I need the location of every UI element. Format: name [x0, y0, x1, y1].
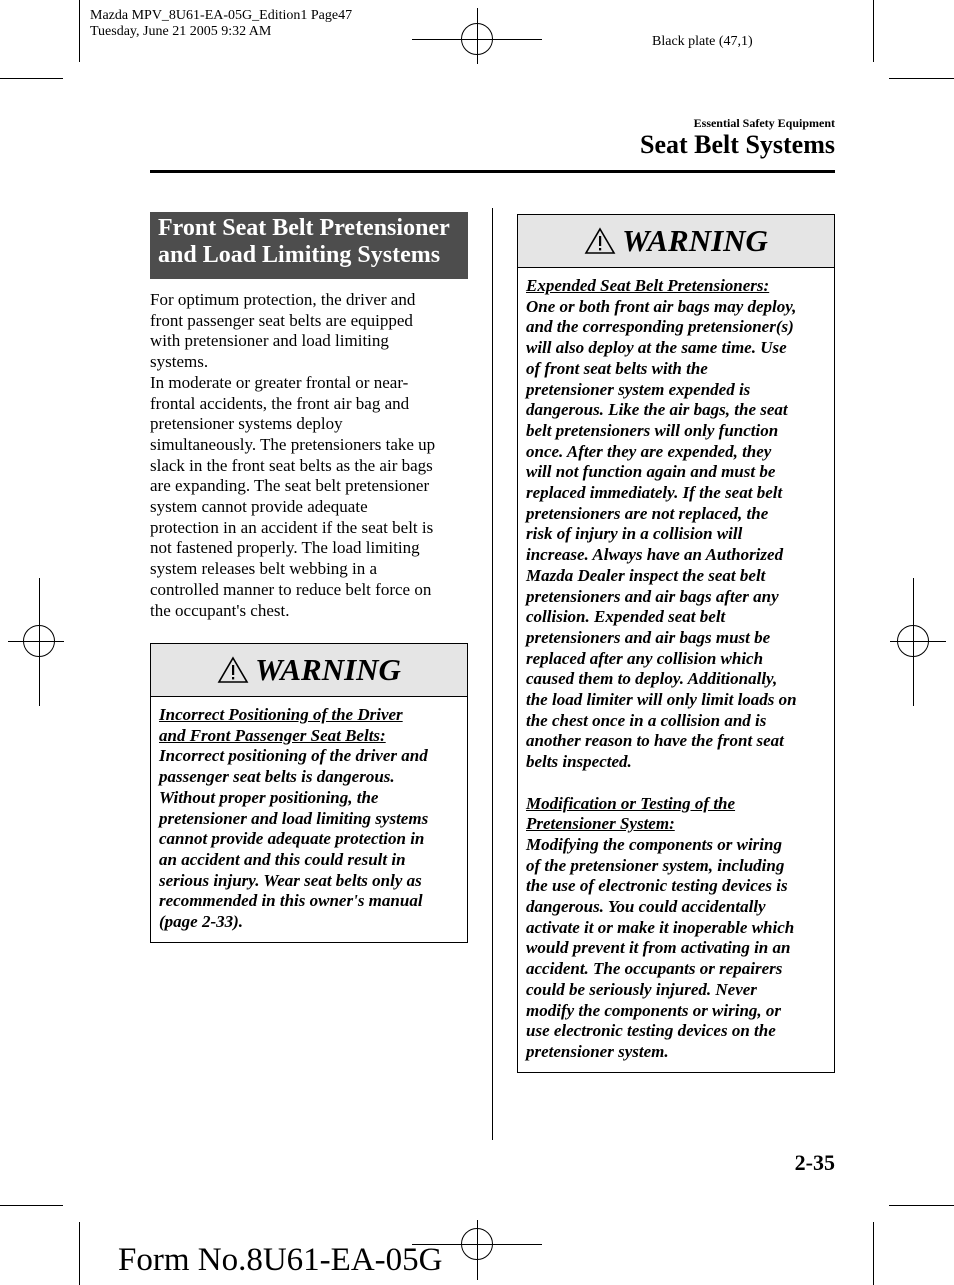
warning-line: risk of injury in a collision will: [526, 524, 743, 544]
slug-line-1: Mazda MPV_8U61-EA-05G_Edition1 Page47: [90, 8, 353, 23]
section-title: Seat Belt Systems: [640, 130, 835, 159]
section-label: Essential Safety Equipment: [693, 116, 835, 130]
warning-line: pretensioners and air bags must be: [526, 627, 771, 647]
warning-subheading: Modification or Testing of the: [526, 793, 736, 813]
warning-line: an accident and this could result in: [159, 849, 406, 869]
warning-line: of front seat belts with the: [526, 358, 708, 378]
warning-line: replaced after any collision which: [526, 648, 764, 668]
body-line: controlled manner to reduce belt force on: [150, 579, 432, 599]
warning-line: pretensioner system expended is: [526, 379, 751, 399]
warning-line: recommended in this owner's manual: [159, 891, 423, 911]
body-line: frontal accidents, the front air bag and: [150, 393, 410, 413]
warning-line: Mazda Dealer inspect the seat belt: [526, 565, 766, 585]
warning-title: WARNING: [622, 223, 768, 258]
warning-text: [159, 705, 428, 933]
warning-line: passenger seat belts is dangerous.: [159, 767, 395, 787]
warning-line: belt pretensioners will only function: [526, 420, 779, 440]
warning-line: activate it or make it inoperable which: [526, 917, 795, 937]
warning-line: caused them to deploy. Additionally,: [526, 669, 778, 689]
warning-subheading: Expended Seat Belt Pretensioners:: [526, 276, 770, 295]
body-line: systems.: [150, 352, 209, 372]
warning-line: will not function again and must be: [526, 462, 776, 482]
warning-subheading: Pretensioner System:: [526, 814, 675, 834]
warning-line: pretensioners are not replaced, the: [526, 503, 769, 523]
topic-heading: [150, 212, 468, 279]
warning-line: belts inspected.: [526, 752, 632, 772]
body-line: For optimum protection, the driver and: [150, 290, 416, 309]
warning-line: serious injury. Wear seat belts only as: [159, 870, 422, 890]
warning-triangle-icon: [584, 227, 616, 255]
column-divider: [492, 208, 493, 1140]
warning-line: One or both front air bags may deploy,: [526, 296, 797, 316]
warning-triangle-icon: [217, 656, 249, 684]
body-line: system cannot provide adequate: [150, 497, 368, 517]
print-slug: [90, 8, 352, 40]
warning-line: will also deploy at the same time. Use: [526, 338, 787, 358]
body-line: protection in an accident if the seat belt is: [150, 517, 434, 537]
body-line: are expanding. The seat belt pretensioner: [150, 476, 430, 496]
warning-text: [526, 276, 797, 1063]
slug-line-2: Tuesday, June 21 2005 9:32 AM: [90, 24, 272, 39]
warning-line: Incorrect positioning of the driver and: [159, 746, 428, 766]
warning-line: (page 2-33).: [159, 912, 244, 932]
plate-label: Black plate (47,1): [652, 34, 753, 49]
warning-line: cannot provide adequate protection in: [159, 829, 425, 849]
body-line: simultaneously. The pretensioners take up: [150, 434, 436, 454]
warning-line: would prevent it from activating in an: [526, 938, 791, 958]
warning-line: the use of electronic testing devices is: [526, 876, 788, 896]
body-line: system releases belt webbing in a: [150, 559, 378, 579]
body-line: In moderate or greater frontal or near-: [150, 372, 409, 392]
topic-heading-line-2: and Load Limiting Systems: [158, 242, 441, 268]
warning-box-left: [150, 643, 468, 943]
warning-title: WARNING: [255, 652, 401, 687]
warning-line: pretensioners and air bags after any: [526, 586, 779, 606]
form-number: Form No.8U61-EA-05G: [118, 1242, 443, 1278]
warning-line: modify the components or wiring, or: [526, 1000, 782, 1020]
body-line: the occupant's chest.: [150, 600, 290, 620]
paragraph-gap: [526, 773, 797, 794]
warning-line: another reason to have the front seat: [526, 731, 784, 751]
warning-line: collision. Expended seat belt: [526, 607, 726, 627]
warning-line: the load limiter will only limit loads on: [526, 690, 797, 710]
warning-subheading: Incorrect Positioning of the Driver: [159, 705, 403, 724]
body-line: pretensioner systems deploy: [150, 414, 343, 434]
warning-line: replaced immediately. If the seat belt: [526, 483, 783, 503]
warning-line: pretensioner and load limiting systems: [159, 808, 429, 828]
warning-line: increase. Always have an Authorized: [526, 545, 784, 565]
page-number: 2-35: [794, 1150, 835, 1175]
body-paragraphs: [150, 290, 468, 621]
header-rule: [150, 170, 835, 173]
warning-line: could be seriously injured. Never: [526, 979, 757, 999]
warning-line: accident. The occupants or repairers: [526, 959, 783, 979]
warning-line: dangerous. Like the air bags, the seat: [526, 400, 788, 420]
warning-line: use electronic testing devices on the: [526, 1021, 776, 1041]
warning-line: dangerous. You could accidentally: [526, 897, 766, 917]
warning-line: of the pretensioner system, including: [526, 855, 785, 875]
warning-header: [518, 215, 834, 268]
warning-line: once. After they are expended, they: [526, 441, 772, 461]
topic-heading-line-1: Front Seat Belt Pretensioner: [158, 215, 450, 241]
warning-line: pretensioner system.: [526, 1042, 669, 1061]
body-line: with pretensioner and load limiting: [150, 331, 389, 351]
warning-line: Without proper positioning, the: [159, 787, 379, 807]
body-line: not fastened properly. The load limiting: [150, 538, 420, 558]
warning-line: and the corresponding pretensioner(s): [526, 317, 794, 337]
warning-subheading: and Front Passenger Seat Belts:: [159, 725, 386, 745]
warning-line: Modifying the components or wiring: [526, 834, 782, 854]
warning-header: [151, 644, 467, 697]
body-line: front passenger seat belts are equipped: [150, 310, 413, 330]
warning-line: the chest once in a collision and is: [526, 710, 767, 730]
body-line: slack in the front seat belts as the air bags: [150, 455, 433, 475]
warning-box-right: [517, 214, 835, 1073]
